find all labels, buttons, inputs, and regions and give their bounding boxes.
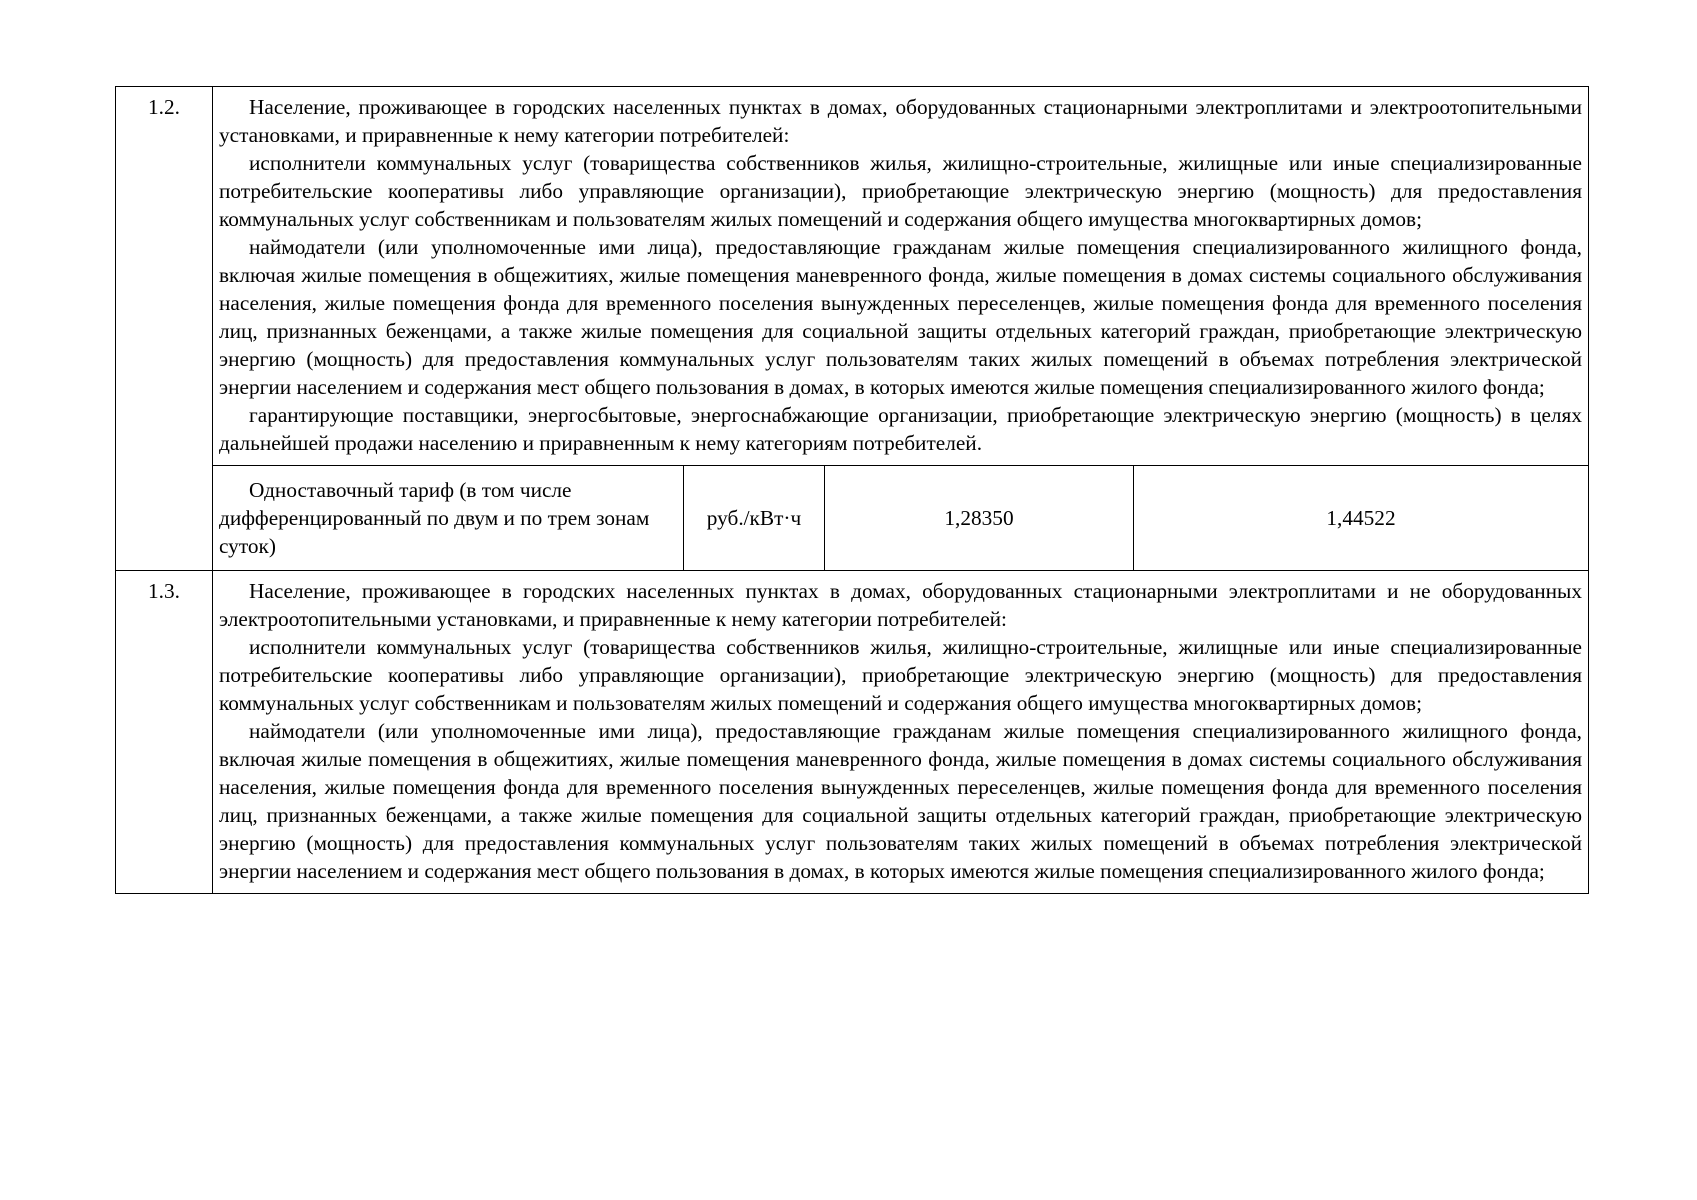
tariff-value-second-half: 1,44522 [1134, 466, 1589, 571]
category-paragraph: гарантирующие поставщики, энергосбытовые, энергоснабжающие организации, приобретающие электрическую энергию (мощность) в целях дальнейшей продажи населению и приравненным к нему категориям потребителей. [219, 403, 1582, 455]
category-description [213, 87, 1589, 466]
tariff-name [213, 466, 684, 571]
category-paragraph: исполнители коммунальных услуг (товарищества собственников жилья, жилищно-строительные, жилищные или иные специализированные потребительские кооперативы либо управляющие организации), приобретающие электрическую энергию (мощность) для предоставления коммунальных услуг собственникам и пользователям жилых помещений и содержания общего имущества многоквартирных домов; [219, 151, 1582, 231]
category-paragraph: Население, проживающее в городских населенных пунктах в домах, оборудованных стационарными электроплитами и не оборудованных электроотопительными установками, и приравненные к нему категории потребителей: [219, 579, 1582, 631]
table-row-1-3 [116, 571, 1589, 894]
row-number: 1.2. [116, 87, 213, 571]
tariff-name-text: Одноставочный тариф (в том числе дифференцированный по двум и по трем зонам суток) [219, 478, 650, 558]
category-paragraph: исполнители коммунальных услуг (товарищества собственников жилья, жилищно-строительные, жилищные или иные специализированные потребительские кооперативы либо управляющие организации), приобретающие электрическую энергию (мощность) для предоставления коммунальных услуг собственникам и пользователям жилых помещений и содержания общего имущества многоквартирных домов; [219, 635, 1582, 715]
category-paragraph: наймодатели (или уполномоченные ими лица), предоставляющие гражданам жилые помещения специализированного жилищного фонда, включая жилые помещения в общежитиях, жилые помещения маневренного фонда, жилые помещения в домах системы социального обслуживания населения, жилые помещения фонда для временного поселения вынужденных переселенцев, жилые помещения фонда для временного поселения лиц, признанных беженцами, а также жилые помещения для социальной защиты отдельных категорий граждан, приобретающие электрическую энергию (мощность) для предоставления коммунальных услуг пользователям таких жилых помещений в объемах потребления электрической энергии населением и содержания мест общего пользования в домах, в которых имеются жилые помещения специализированного жилого фонда; [219, 235, 1582, 399]
category-paragraph: Население, проживающее в городских населенных пунктах в домах, оборудованных стационарными электроплитами и электроотопительными установками, и приравненные к нему категории потребителей: [219, 95, 1582, 147]
category-description [213, 571, 1589, 894]
tariff-unit: руб./кВт·ч [684, 466, 825, 571]
row-number: 1.3. [116, 571, 213, 894]
tariff-value-first-half: 1,28350 [825, 466, 1134, 571]
category-paragraph: наймодатели (или уполномоченные ими лица), предоставляющие гражданам жилые помещения специализированного жилищного фонда, включая жилые помещения в общежитиях, жилые помещения маневренного фонда, жилые помещения в домах системы социального обслуживания населения, жилые помещения фонда для временного поселения вынужденных переселенцев, жилые помещения фонда для временного поселения лиц, признанных беженцами, а также жилые помещения для социальной защиты отдельных категорий граждан, приобретающие электрическую энергию (мощность) для предоставления коммунальных услуг пользователям таких жилых помещений в объемах потребления электрической энергии населением и содержания мест общего пользования в домах, в которых имеются жилые помещения специализированного жилого фонда; [219, 719, 1582, 883]
table-row-1-2 [116, 87, 1589, 466]
tariff-row [116, 466, 1589, 571]
tariff-table [115, 86, 1589, 894]
